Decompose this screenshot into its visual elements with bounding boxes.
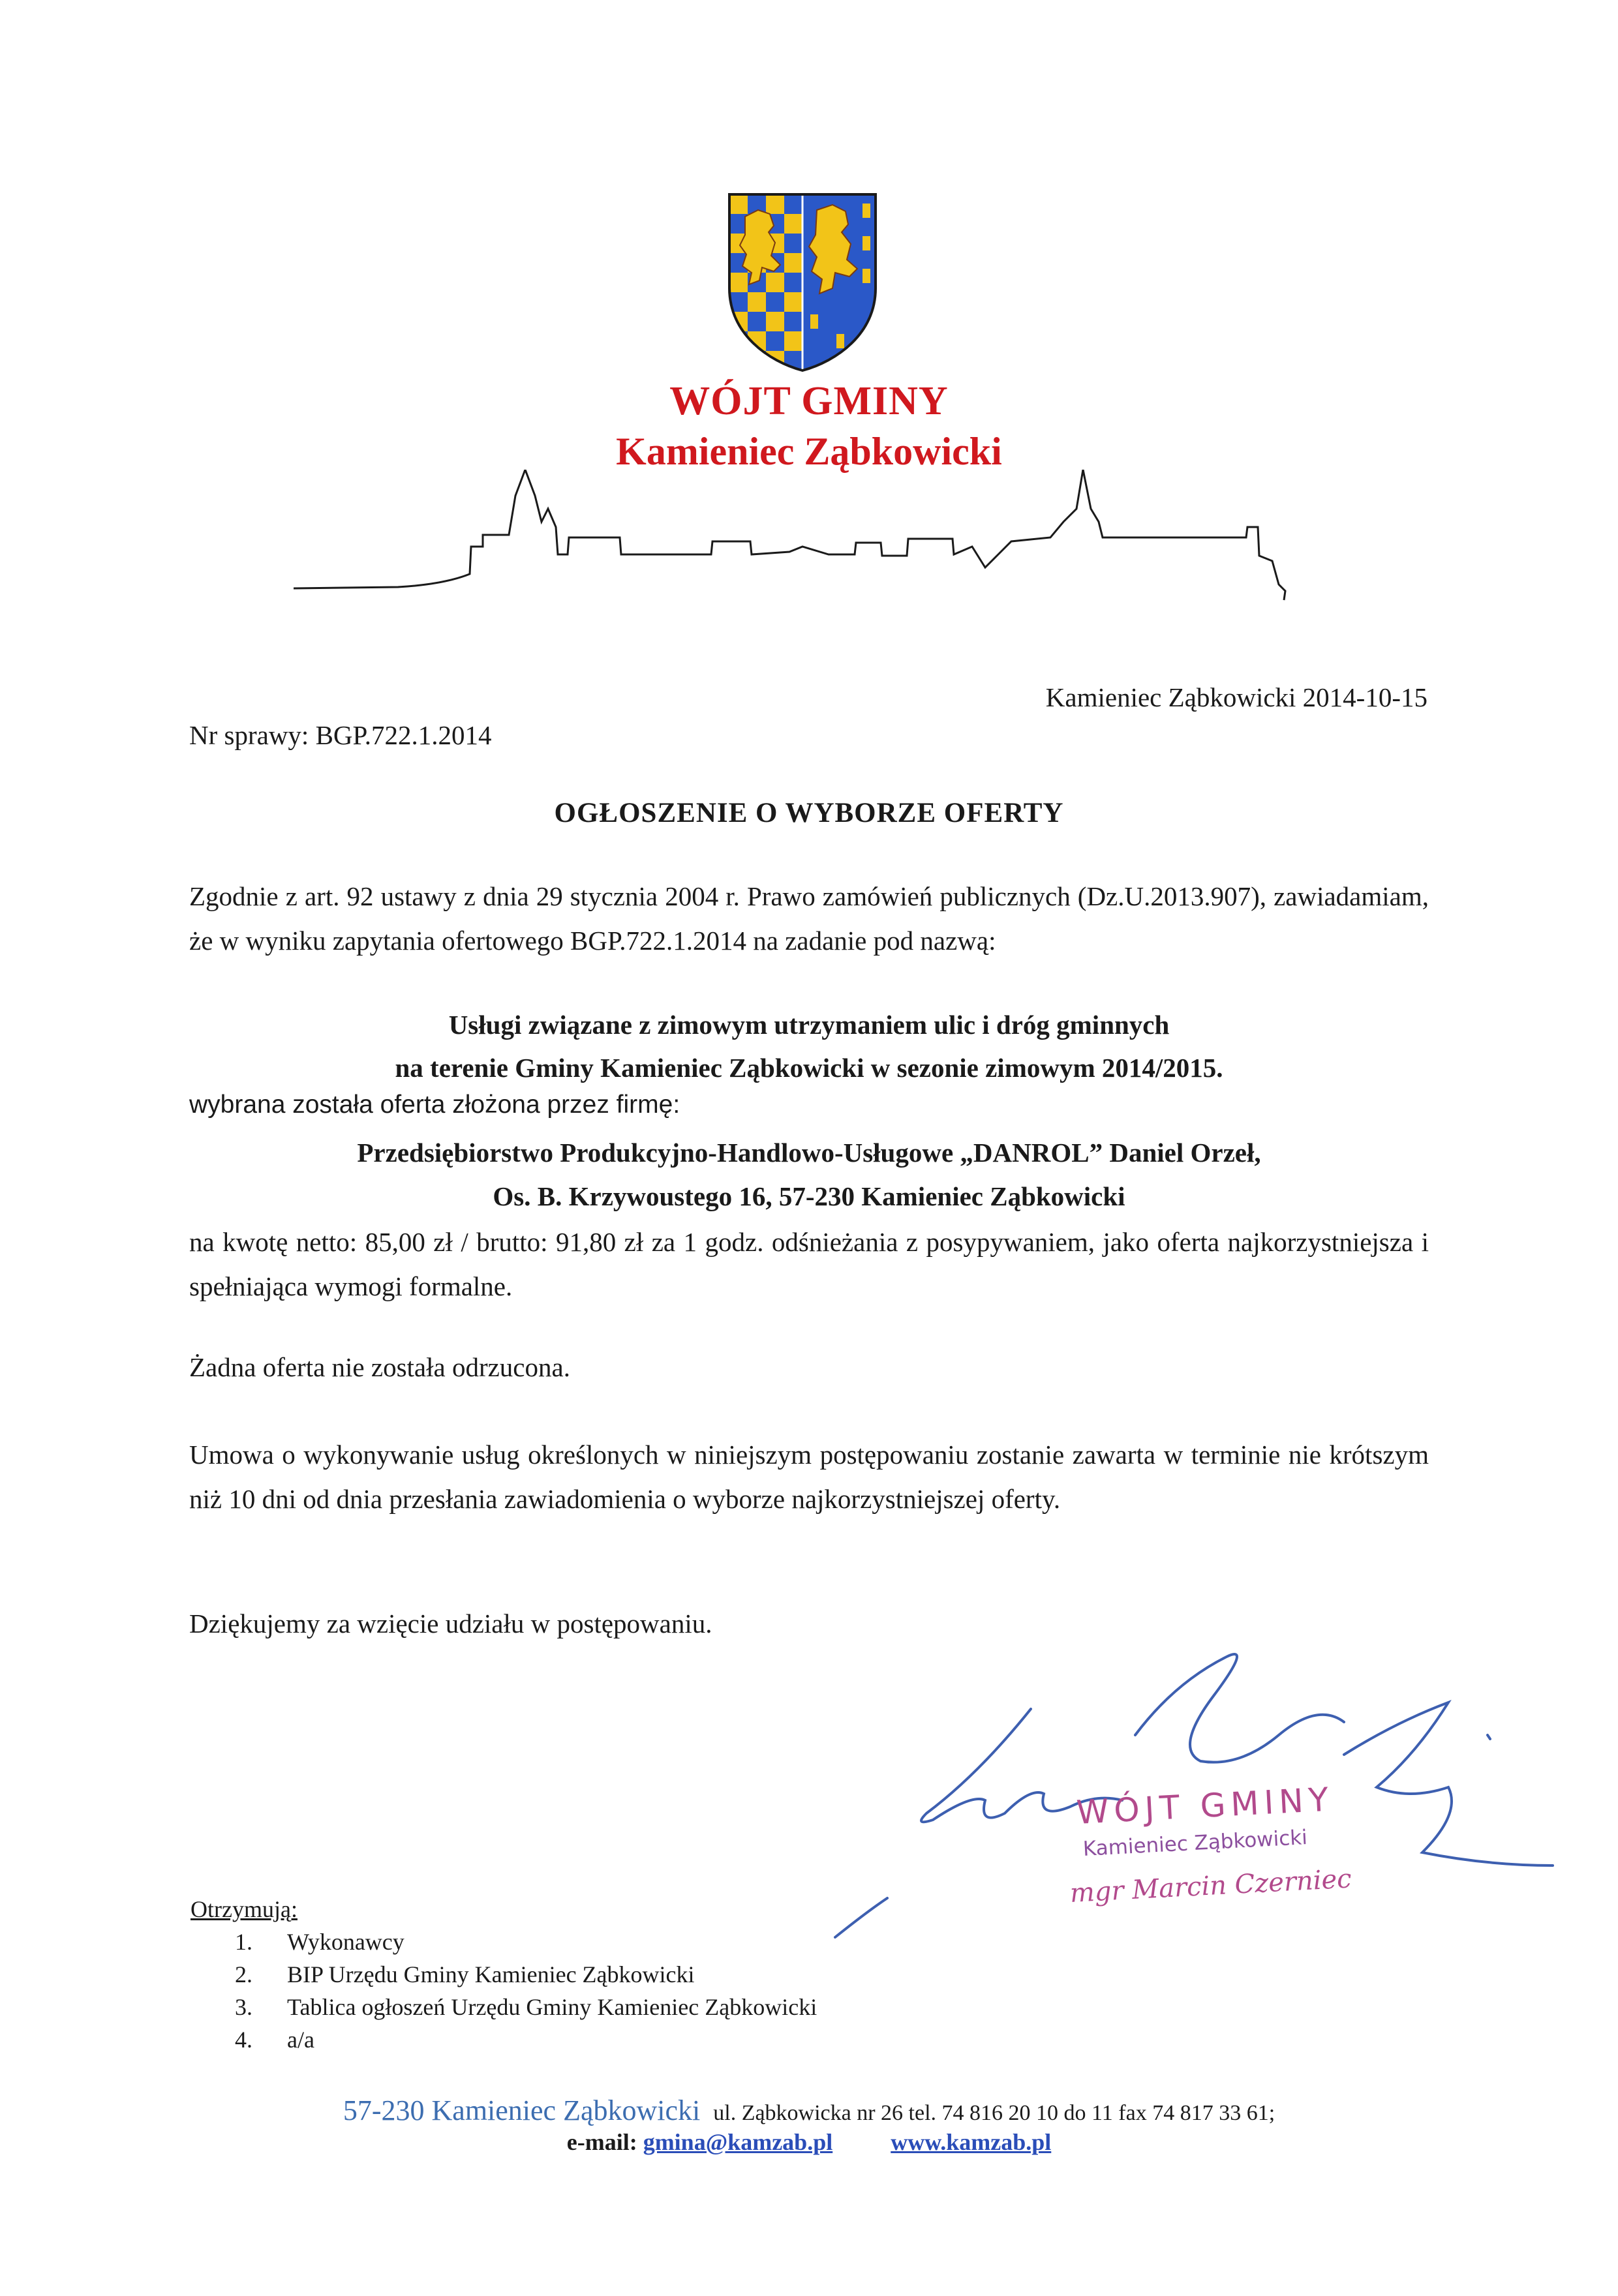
company-name: Przedsiębiorstwo Produkcyjno-Handlowo-Usługowe „DANROL” Daniel Orzeł,	[357, 1138, 1261, 1168]
intro-paragraph: Zgodnie z art. 92 ustawy z dnia 29 stycznia 2004 r. Prawo zamówień publicznych (Dz.U.2013.907), zawiadamiam, że w wyniku zapytania ofertowego BGP.722.1.2014 na zadanie pod nazwą:	[189, 881, 1429, 956]
castle-skyline-icon	[294, 470, 1311, 620]
stamp-name: mgr Marcin Czerniec	[1069, 1864, 1352, 1909]
recipients-list	[235, 1926, 817, 2056]
service-name-line-1: Usługi związane z zimowym utrzymaniem ulic i dróg gminnych	[448, 1010, 1170, 1040]
header-subtitle: Kamieniec Ząbkowicki	[616, 430, 1002, 473]
rejected-offers-text: Żadna oferta nie została odrzucona.	[189, 1352, 570, 1382]
list-item: 2. BIP Urzędu Gminy Kamieniec Ząbkowicki	[235, 1961, 695, 1987]
company-address: Os. B. Krzywoustego 16, 57-230 Kamieniec Ząbkowicki	[493, 1181, 1125, 1211]
thanks-text: Dziękujemy za wzięcie udziału w postępowaniu.	[189, 1609, 712, 1639]
service-name-line-2: na terenie Gminy Kamieniec Ząbkowicki w sezonie zimowym 2014/2015.	[395, 1053, 1223, 1083]
document-title: OGŁOSZENIE O WYBORZE OFERTY	[554, 798, 1064, 828]
email-label: e-mail:	[566, 2129, 637, 2155]
contract-paragraph: Umowa o wykonywanie usług określonych w niniejszym postępowaniu zostanie zawarta w terminie nie krótszym niż 10 dni od dnia przesłania zawiadomienia o wyborze najkorzystniejszej oferty.	[189, 1440, 1429, 1514]
footer-city: 57-230 Kamieniec Ząbkowicki	[343, 2094, 701, 2126]
footer-links	[0, 2128, 1618, 2156]
chosen-offer-text: wybrana została oferta złożona przez firmę:	[189, 1091, 680, 1119]
list-item: 3. Tablica ogłoszeń Urzędu Gminy Kamieniec Ząbkowicki	[235, 1994, 817, 2020]
header-title: WÓJT GMINY	[669, 379, 949, 423]
place-and-date: Kamieniec Ząbkowicki 2014-10-15	[1045, 682, 1427, 712]
price-paragraph: na kwotę netto: 85,00 zł / brutto: 91,80 zł za 1 godz. odśnieżania z posypywaniem, jako oferta najkorzystniejsza i spełniająca wymogi formalne.	[189, 1227, 1429, 1301]
footer-address	[0, 2094, 1618, 2127]
coat-of-arms-icon	[725, 190, 879, 373]
stamp-title: WÓJT GMINY	[1075, 1780, 1335, 1832]
list-item: 1. Wykonawcy	[235, 1929, 404, 1955]
list-item: 4. a/a	[235, 2027, 314, 2053]
case-number: Nr sprawy: BGP.722.1.2014	[189, 720, 492, 750]
signature-icon	[757, 1605, 1566, 1970]
stamp-place: Kamieniec Ząbkowicki	[1082, 1826, 1308, 1861]
email-link[interactable]: gmina@kamzab.pl	[643, 2129, 833, 2155]
website-link[interactable]: www.kamzab.pl	[891, 2129, 1052, 2155]
footer-contact: ul. Ząbkowicka nr 26 tel. 74 816 20 10 do 11 fax 74 817 33 61;	[713, 2101, 1275, 2125]
recipients-label: Otrzymują:	[191, 1896, 298, 1922]
